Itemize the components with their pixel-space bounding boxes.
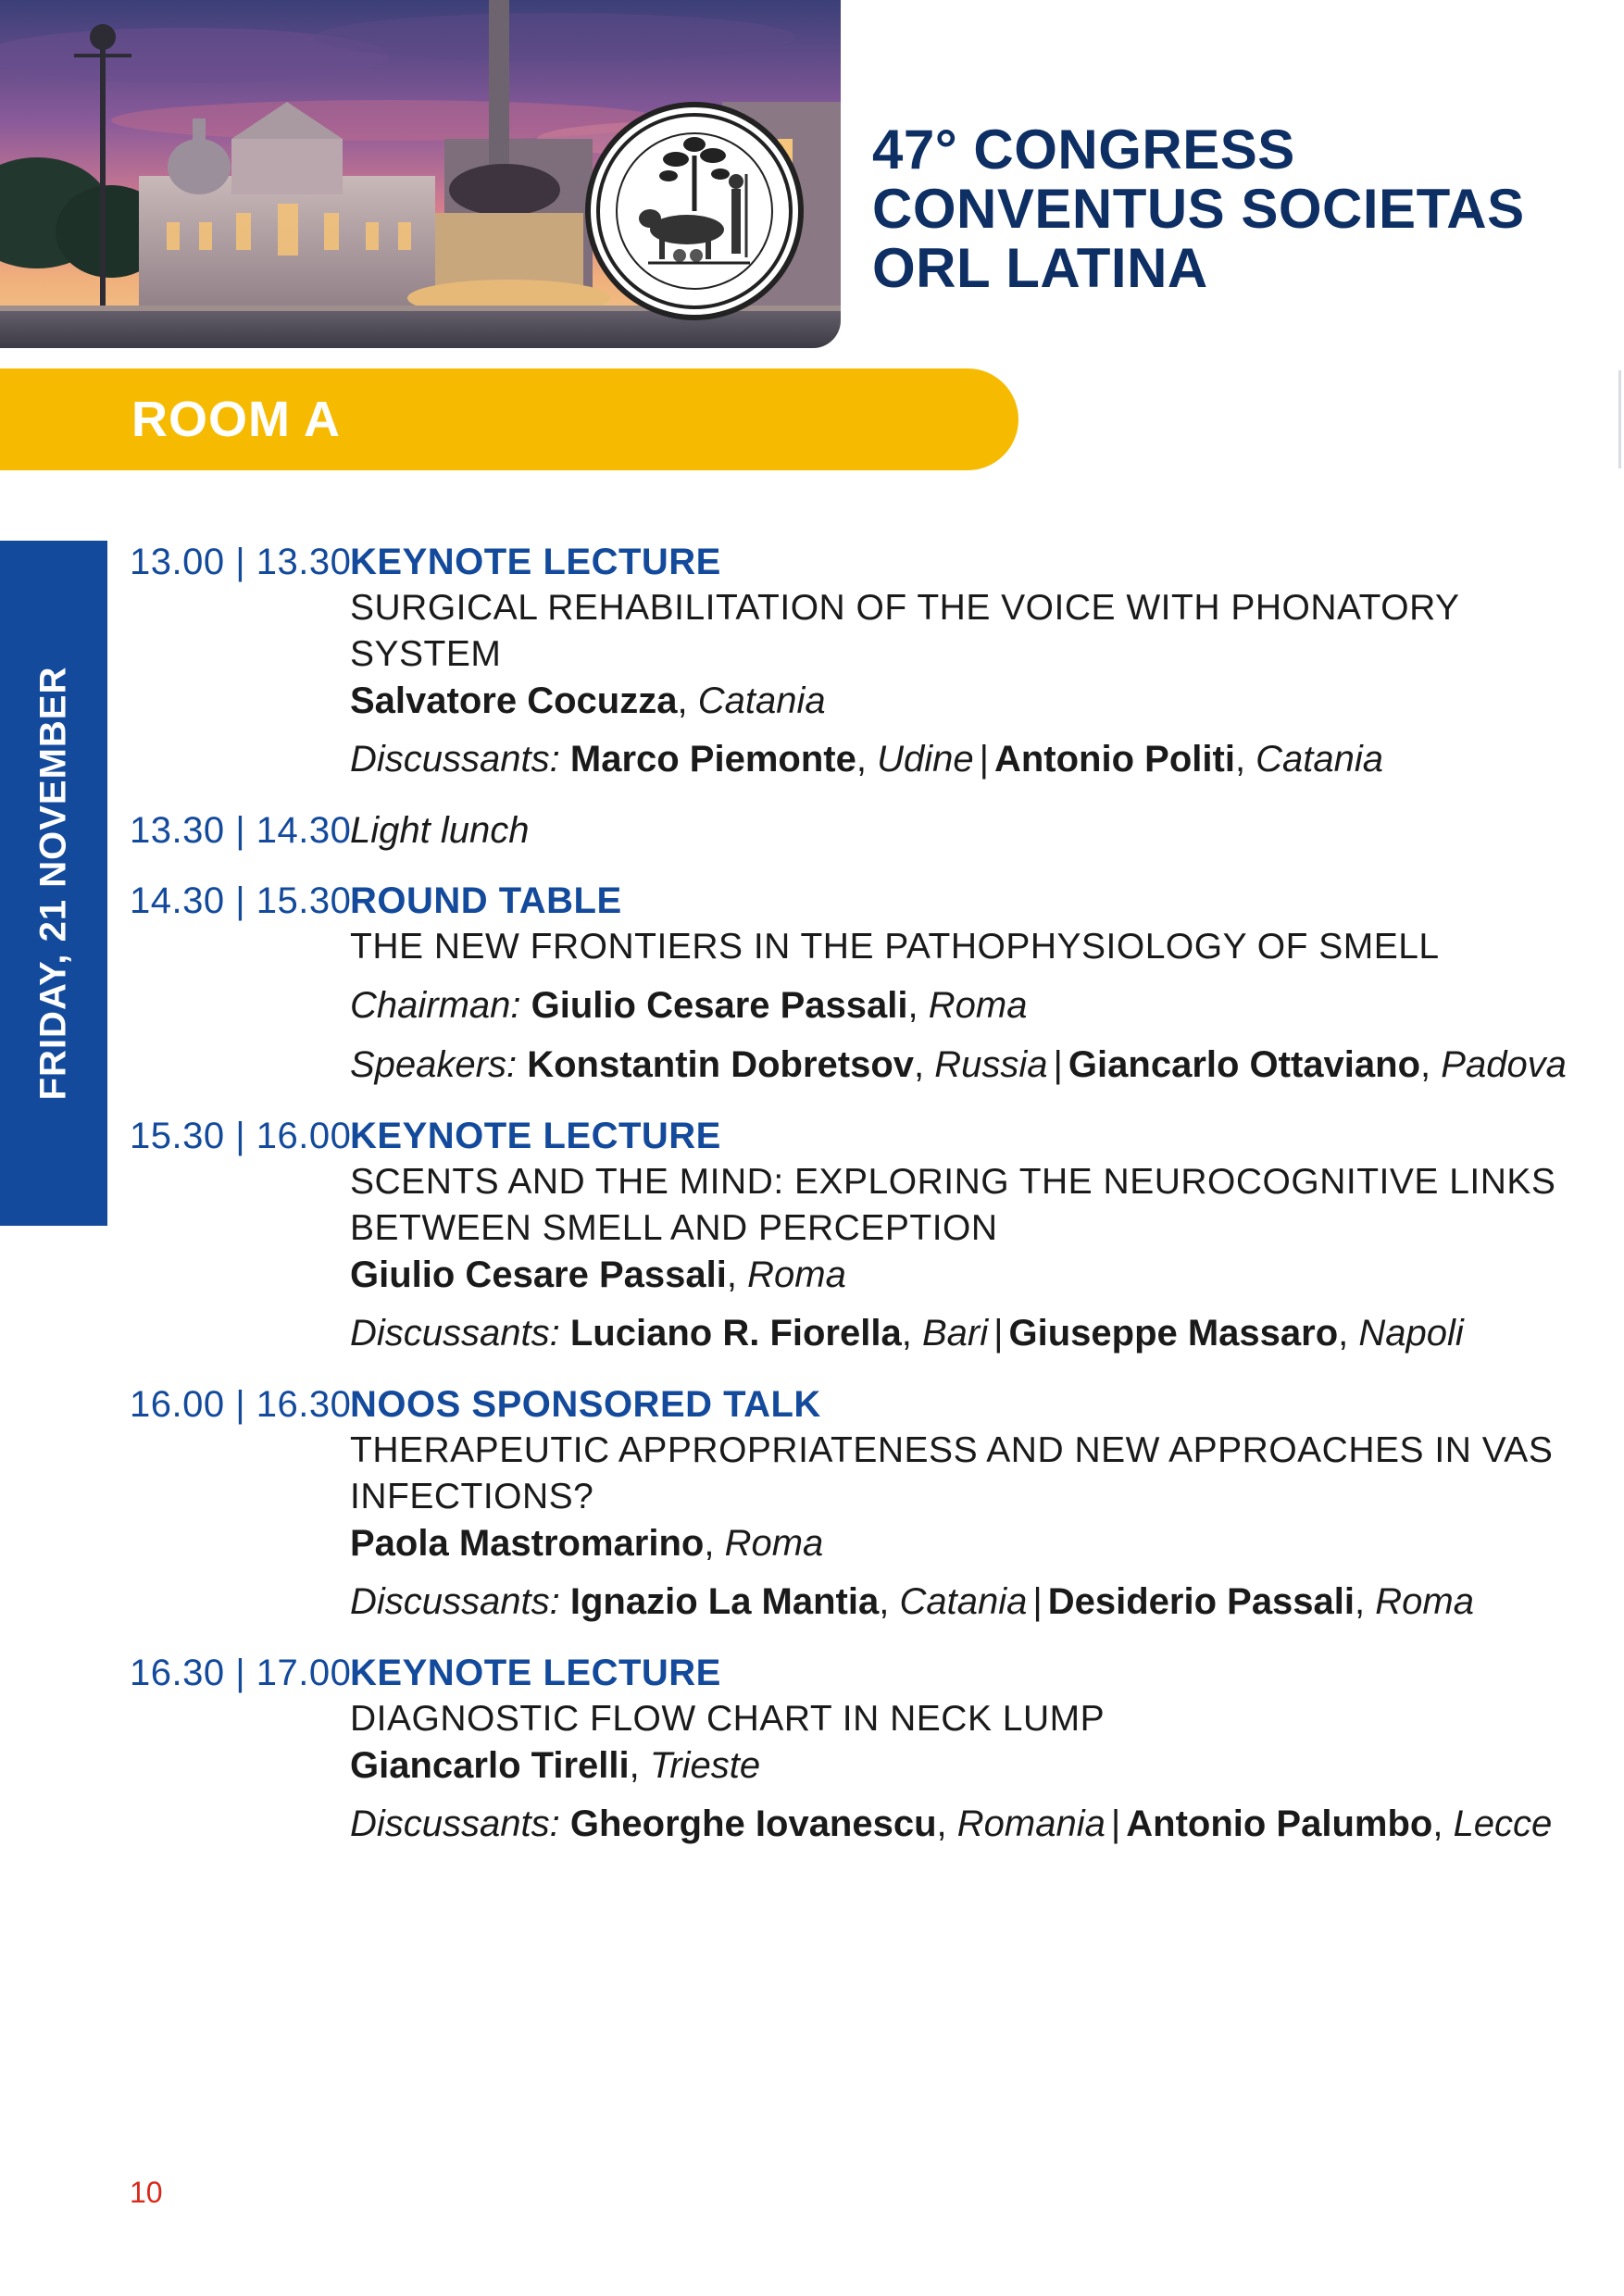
room-banner [0,368,1018,470]
speaker-name: Paola Mastromarino [350,1523,705,1564]
session-discussants: Discussants: Gheorghe Iovanescu, Romania | Antonio Palumbo, Lecce [350,1803,1553,1844]
person-name: Marco Piemonte [569,739,856,780]
session-title: INFECTIONS? [350,1477,594,1516]
session-time: 13.30 | 14.30 [130,810,352,851]
person-city: Roma [1375,1581,1474,1622]
person-city: Bari [921,1313,989,1354]
session-type: KEYNOTE LECTURE [350,542,721,582]
session-item [130,1381,1574,1626]
session-chair: Chairman: Giulio Cesare Passali, Roma [350,985,1028,1026]
session-time: 14.30 | 15.30 [130,880,352,921]
congress-title-line: CONVENTUS SOCIETAS [872,178,1525,240]
session-time: 16.30 | 17.00 [130,1653,352,1693]
separator: | [1053,1044,1063,1085]
congress-title-line: ORL LATINA [872,237,1208,299]
session-time: 15.30 | 16.00 [130,1116,352,1156]
session-title: THE NEW FRONTIERS IN THE PATHOPHYSIOLOGY OF SMELL [350,927,1440,967]
separator: | [1110,1803,1121,1844]
speaker-city: Catania [697,680,826,721]
person-name: Luciano R. Fiorella [569,1313,902,1354]
session-speaker: Salvatore Cocuzza, Catania [350,680,826,721]
society-seal [583,100,806,322]
person-city: Padova [1441,1044,1567,1085]
wolf-seal-icon [583,100,806,322]
role-label: Discussants: [350,1803,560,1844]
person-city: Catania [1255,739,1384,780]
page-edge-mark [1618,370,1621,468]
session-type: KEYNOTE LECTURE [350,1653,721,1693]
person-name: Antonio Politi [993,739,1235,780]
session-type: ROUND TABLE [350,880,622,921]
role-label: Discussants: [350,1581,560,1622]
session-item [130,1113,1574,1357]
session-item [130,878,1574,1089]
session-item [130,1650,1574,1848]
day-label: FRIDAY, 21 NOVEMBER [32,666,74,1101]
session-speaker: Giancarlo Tirelli, Trieste [350,1745,761,1786]
session-label: Light lunch [350,810,530,851]
person-city: Romania [956,1803,1106,1844]
role-label: Speakers: [350,1044,518,1085]
speaker-city: Roma [724,1523,824,1564]
session-item [130,539,1574,783]
session-discussants: Discussants: Ignazio La Mantia, Catania | Desiderio Passali, Roma [350,1581,1474,1622]
person-name: Giulio Cesare Passali [531,985,908,1026]
person-city: Udine [877,739,974,780]
speaker-name: Giancarlo Tirelli [350,1745,630,1786]
session-discussants: Discussants: Luciano R. Fiorella, Bari | Giuseppe Massaro, Napoli [350,1313,1464,1354]
person-name: Desiderio Passali [1047,1581,1355,1622]
person-name: Gheorghe Iovanescu [569,1803,937,1844]
session-time: 16.00 | 16.30 [130,1384,352,1425]
person-city: Lecce [1453,1803,1553,1844]
session-title: SCENTS AND THE MIND: EXPLORING THE NEUROCOGNITIVE LINKS [350,1162,1556,1202]
person-city: Roma [928,985,1028,1026]
session-speaker: Giulio Cesare Passali, Roma [350,1254,846,1295]
person-name: Giuseppe Massaro [1008,1313,1339,1354]
person-name: Antonio Palumbo [1126,1803,1433,1844]
separator: | [993,1313,1004,1354]
person-name: Konstantin Dobretsov [527,1044,915,1085]
session-type: NOOS SPONSORED TALK [350,1384,821,1425]
speaker-name: Salvatore Cocuzza [350,680,678,721]
person-name: Ignazio La Mantia [569,1581,880,1622]
separator: | [979,739,989,780]
congress-title-line: 47° CONGRESS [872,119,1295,181]
congress-title [872,120,1576,298]
person-name: Giancarlo Ottaviano [1068,1044,1421,1085]
person-city: Catania [899,1581,1028,1622]
role-label: Discussants: [350,739,560,780]
session-title: BETWEEN SMELL AND PERCEPTION [350,1208,998,1248]
session-title: DIAGNOSTIC FLOW CHART IN NECK LUMP [350,1699,1106,1739]
session-type: KEYNOTE LECTURE [350,1116,721,1156]
speaker-city: Trieste [649,1745,761,1786]
program-list [130,539,1574,1872]
role-label: Discussants: [350,1313,560,1354]
person-city: Russia [934,1044,1048,1085]
person-city: Napoli [1358,1313,1464,1354]
day-tab [0,541,107,1226]
session-time: 13.00 | 13.30 [130,542,352,582]
role-label: Chairman: [350,985,521,1026]
separator: | [1032,1581,1043,1622]
session-speaker: Paola Mastromarino, Roma [350,1523,824,1564]
speaker-city: Roma [747,1254,846,1295]
room-label: ROOM A [131,392,341,447]
session-item [130,807,1574,854]
session-title: SURGICAL REHABILITATION OF THE VOICE WITH PHONATORY SYSTEM [350,588,1459,674]
page-number: 10 [130,2176,163,2209]
session-speakers: Speakers: Konstantin Dobretsov, Russia | Giancarlo Ottaviano, Padova [350,1044,1567,1085]
session-discussants: Discussants: Marco Piemonte, Udine | Antonio Politi, Catania [350,739,1384,780]
session-title: THERAPEUTIC APPROPRIATENESS AND NEW APPROACHES IN VAS [350,1430,1554,1470]
speaker-name: Giulio Cesare Passali [350,1254,727,1295]
